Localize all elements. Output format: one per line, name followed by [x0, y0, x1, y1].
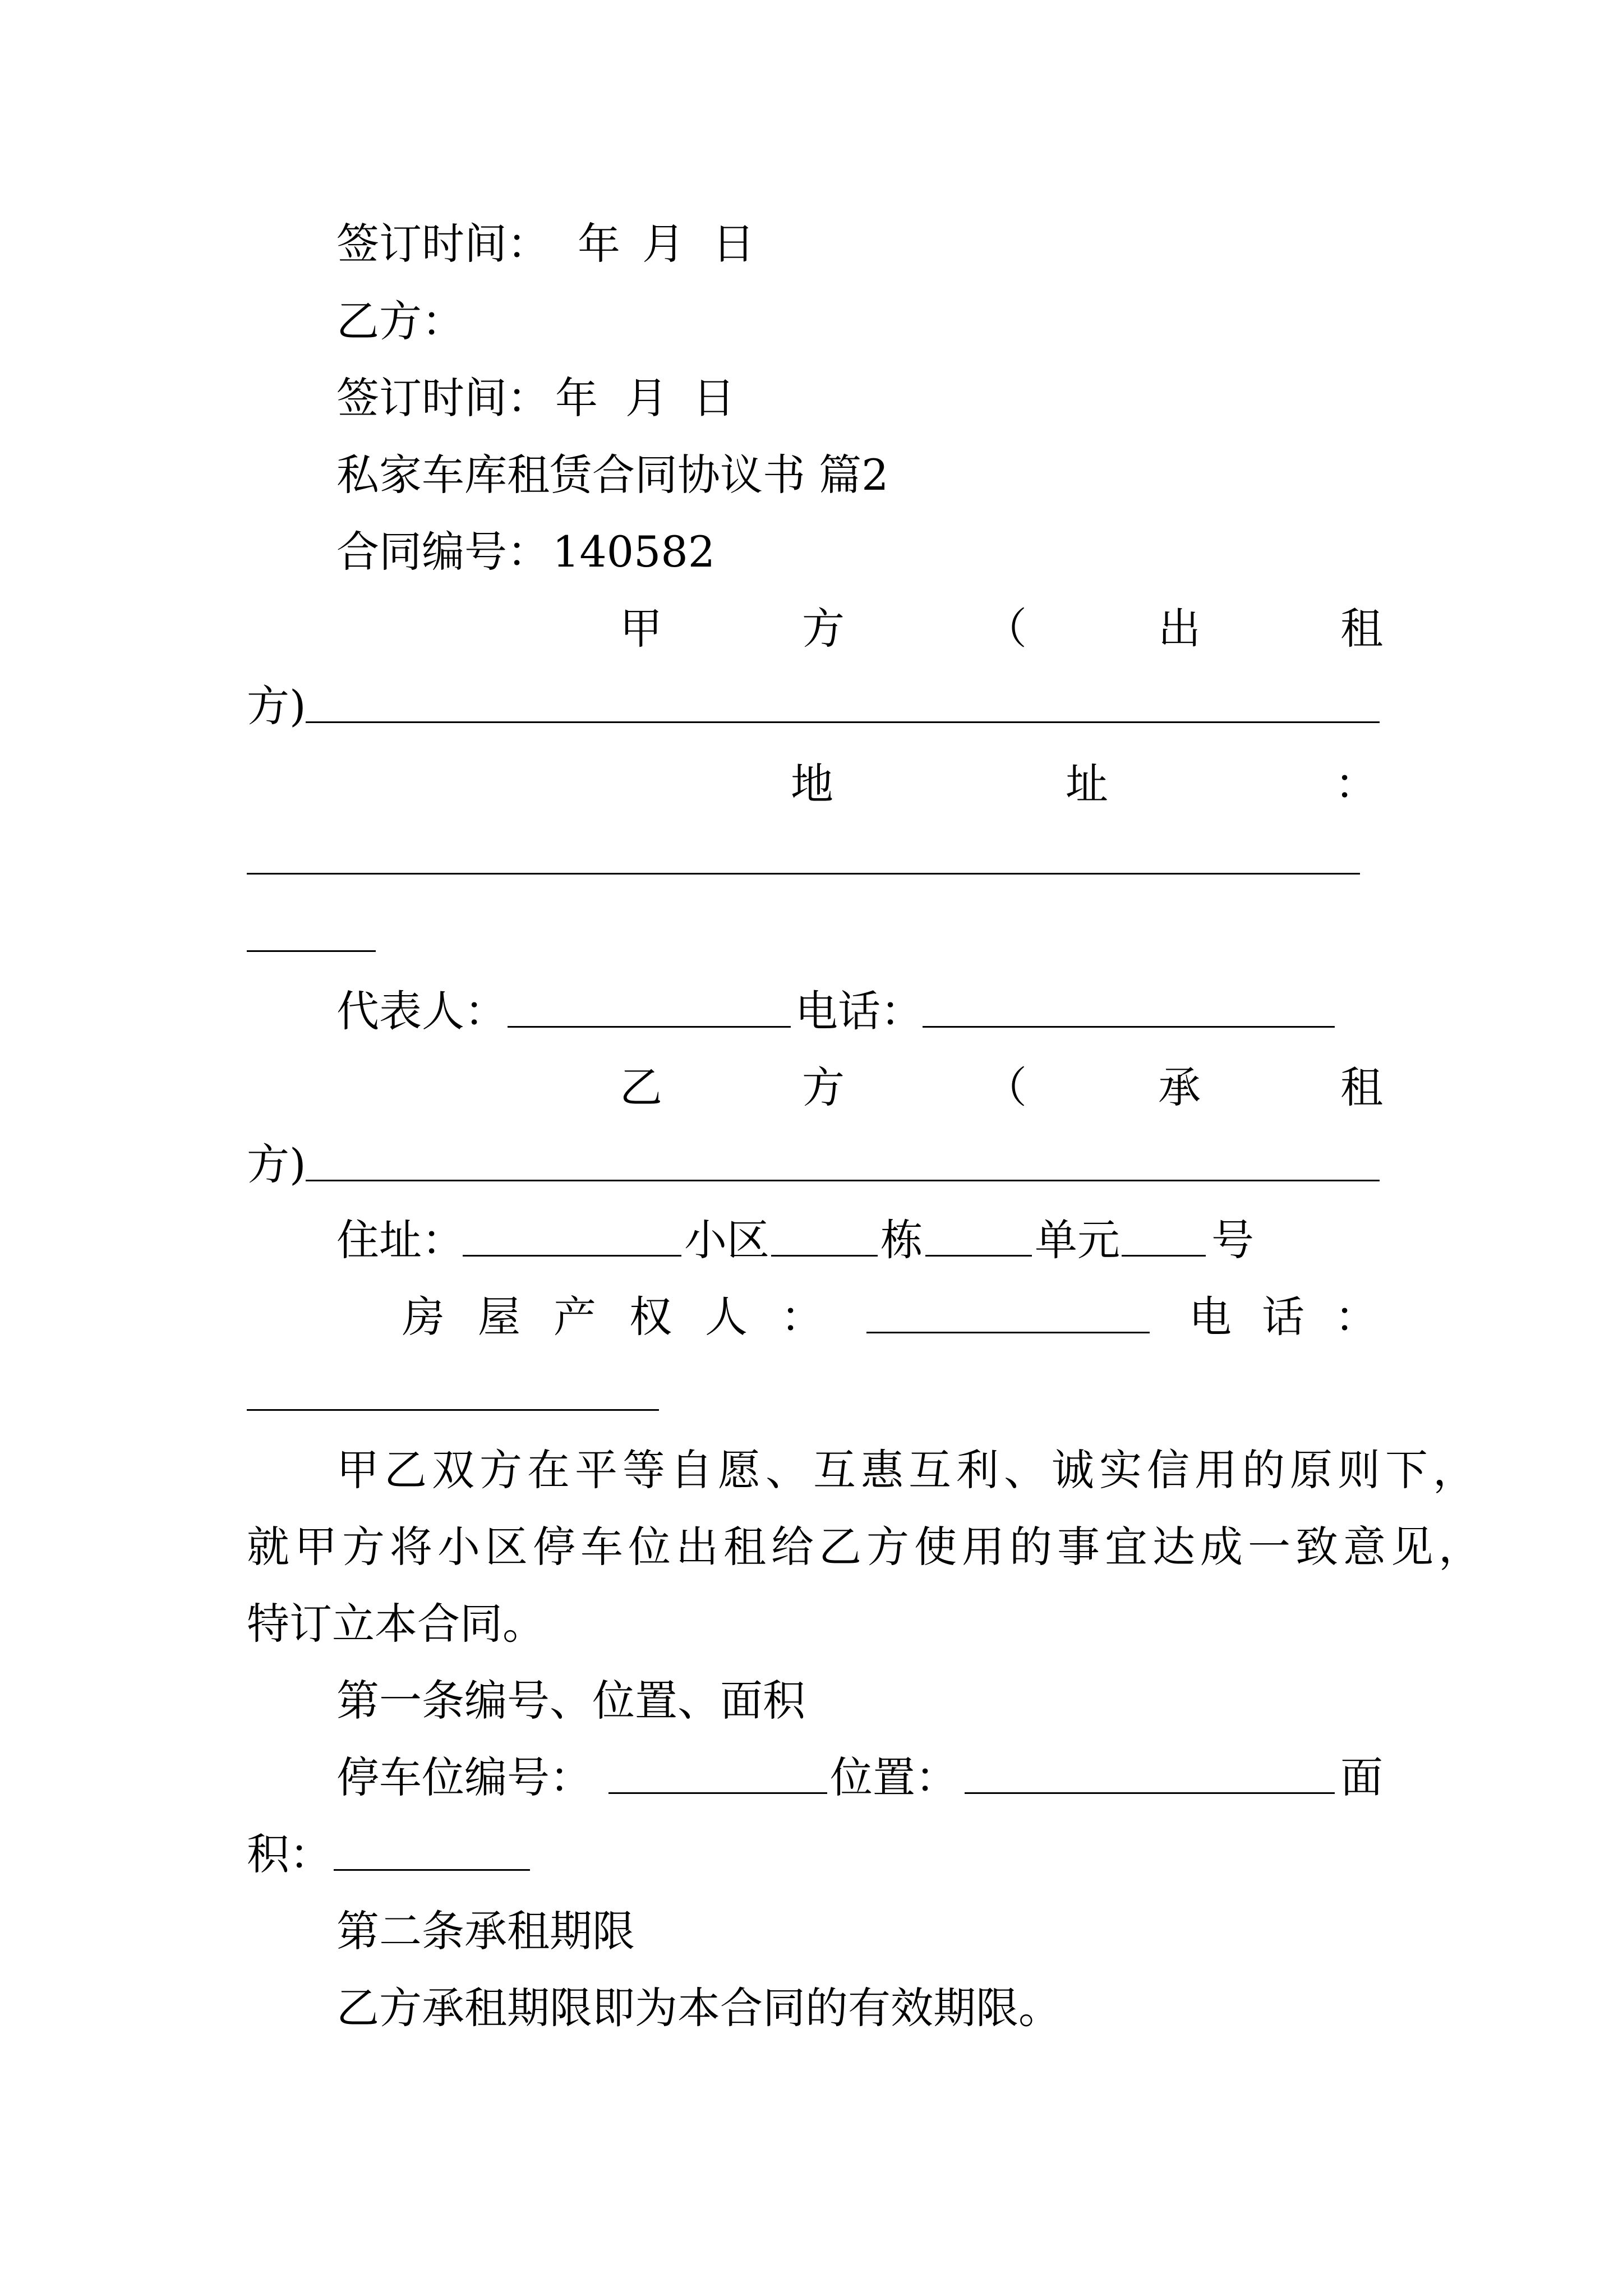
day-label: 日 — [693, 373, 735, 423]
owner-line — [0, 1286, 1623, 1348]
sign-time-label: 签订时间： — [336, 219, 550, 269]
article-2-text-line — [0, 1977, 1623, 2039]
address-heading-line — [0, 753, 1623, 815]
lessor-char: （ — [984, 604, 1027, 654]
party-b-line — [0, 291, 1623, 352]
section-title: 私家车库租赁合同协议书 篇2 — [336, 450, 889, 500]
community-blank[interactable] — [771, 1255, 878, 1257]
owner-char: 房 — [402, 1292, 445, 1342]
building-label: 栋 — [880, 1215, 923, 1265]
address-char: 址 — [1066, 759, 1108, 809]
lessee-char: （ — [984, 1062, 1027, 1112]
lessor-char: 甲 — [620, 604, 662, 654]
intro-line-3 — [0, 1593, 1623, 1655]
representative-blank[interactable] — [508, 1026, 791, 1028]
representative-line — [0, 981, 1623, 1042]
building-blank[interactable] — [925, 1255, 1032, 1257]
area-line — [0, 1824, 1623, 1885]
contract-number-value: 140582 — [552, 527, 716, 577]
lessor-name-blank[interactable] — [306, 721, 1380, 723]
residence-label: 住址： — [336, 1215, 464, 1265]
position-blank[interactable] — [965, 1792, 1335, 1794]
residence-blank[interactable] — [463, 1255, 681, 1257]
lessor-blank-line — [0, 675, 1623, 737]
address-blank-continued[interactable] — [247, 950, 376, 952]
contract-number-line — [0, 521, 1623, 583]
intro-text: 特订立本合同。 — [247, 1599, 545, 1649]
lessor-char: 出 — [1158, 604, 1201, 654]
owner-phone-char: 电 — [1189, 1292, 1232, 1342]
lessor-char: 租 — [1340, 604, 1383, 654]
sign-time-label: 签订时间： — [336, 373, 550, 423]
article-1-title: 第一条编号、位置、面积 — [336, 1676, 805, 1726]
party-b-label: 乙方： — [336, 296, 464, 346]
lessee-tail: 方) — [247, 1139, 306, 1189]
number-label: 号 — [1211, 1215, 1254, 1265]
day-label: 日 — [712, 219, 755, 269]
unit-label: 单元 — [1035, 1215, 1120, 1265]
phone-label: 电话： — [795, 986, 923, 1036]
lessor-tail: 方) — [247, 681, 306, 731]
address-char: 地 — [791, 759, 833, 809]
article-2-text: 乙方承租期限即为本合同的有效期限。 — [336, 1983, 1061, 2033]
position-label: 位置： — [830, 1752, 958, 1802]
owner-char: 人 — [705, 1292, 748, 1342]
lessee-name-blank[interactable] — [306, 1180, 1380, 1181]
month-label: 月 — [625, 373, 668, 423]
lessee-char: 方 — [802, 1062, 845, 1112]
intro-line-1 — [0, 1439, 1623, 1501]
community-label: 小区 — [684, 1215, 769, 1265]
article-2-title: 第二条承租期限 — [336, 1906, 635, 1956]
area-label-part2: 积： — [247, 1829, 332, 1879]
owner-phone-blank[interactable] — [247, 1409, 659, 1411]
owner-phone-char: 话 — [1262, 1292, 1304, 1342]
phone-blank[interactable] — [923, 1026, 1335, 1028]
contract-number-label: 合同编号： — [336, 527, 550, 577]
owner-phone-char: ： — [1335, 1292, 1377, 1342]
month-label: 月 — [642, 219, 685, 269]
residence-line — [0, 1209, 1623, 1271]
parking-space-number-blank[interactable] — [608, 1792, 827, 1794]
section-title-line — [0, 444, 1623, 506]
lessee-char: 租 — [1340, 1062, 1383, 1112]
representative-label: 代表人： — [336, 986, 507, 1036]
owner-char: 屋 — [478, 1292, 520, 1342]
area-blank[interactable] — [334, 1869, 530, 1871]
address-char: ： — [1335, 759, 1377, 809]
year-label: 年 — [578, 219, 620, 269]
sign-time-line-a — [0, 213, 1623, 275]
lessor-heading-line — [0, 598, 1623, 660]
unit-blank[interactable] — [1122, 1255, 1206, 1257]
intro-text: 就甲方将小区停车位出租给乙方使用的事宜达成一致意见， — [247, 1522, 1486, 1572]
year-label: 年 — [555, 373, 598, 423]
parking-space-number-label: 停车位编号： — [336, 1752, 592, 1802]
owner-char: 产 — [554, 1292, 596, 1342]
area-label-part1: 面 — [1340, 1752, 1383, 1802]
intro-text: 甲乙双方在平等自愿、互惠互利、诚实信用的原则下， — [336, 1445, 1481, 1495]
address-blank[interactable] — [247, 873, 1360, 875]
lessor-char: 方 — [802, 604, 845, 654]
lessee-blank-line — [0, 1134, 1623, 1195]
owner-char: 权 — [629, 1292, 672, 1342]
lessee-heading-line — [0, 1057, 1623, 1119]
intro-line-2 — [0, 1516, 1623, 1578]
lessee-char: 承 — [1158, 1062, 1201, 1112]
lessee-char: 乙 — [620, 1062, 662, 1112]
owner-char: ： — [781, 1292, 823, 1342]
parking-space-line — [0, 1747, 1623, 1809]
article-2-title-line — [0, 1901, 1623, 1962]
sign-time-line-b — [0, 367, 1623, 429]
article-1-title-line — [0, 1670, 1623, 1732]
owner-blank[interactable] — [866, 1332, 1150, 1333]
